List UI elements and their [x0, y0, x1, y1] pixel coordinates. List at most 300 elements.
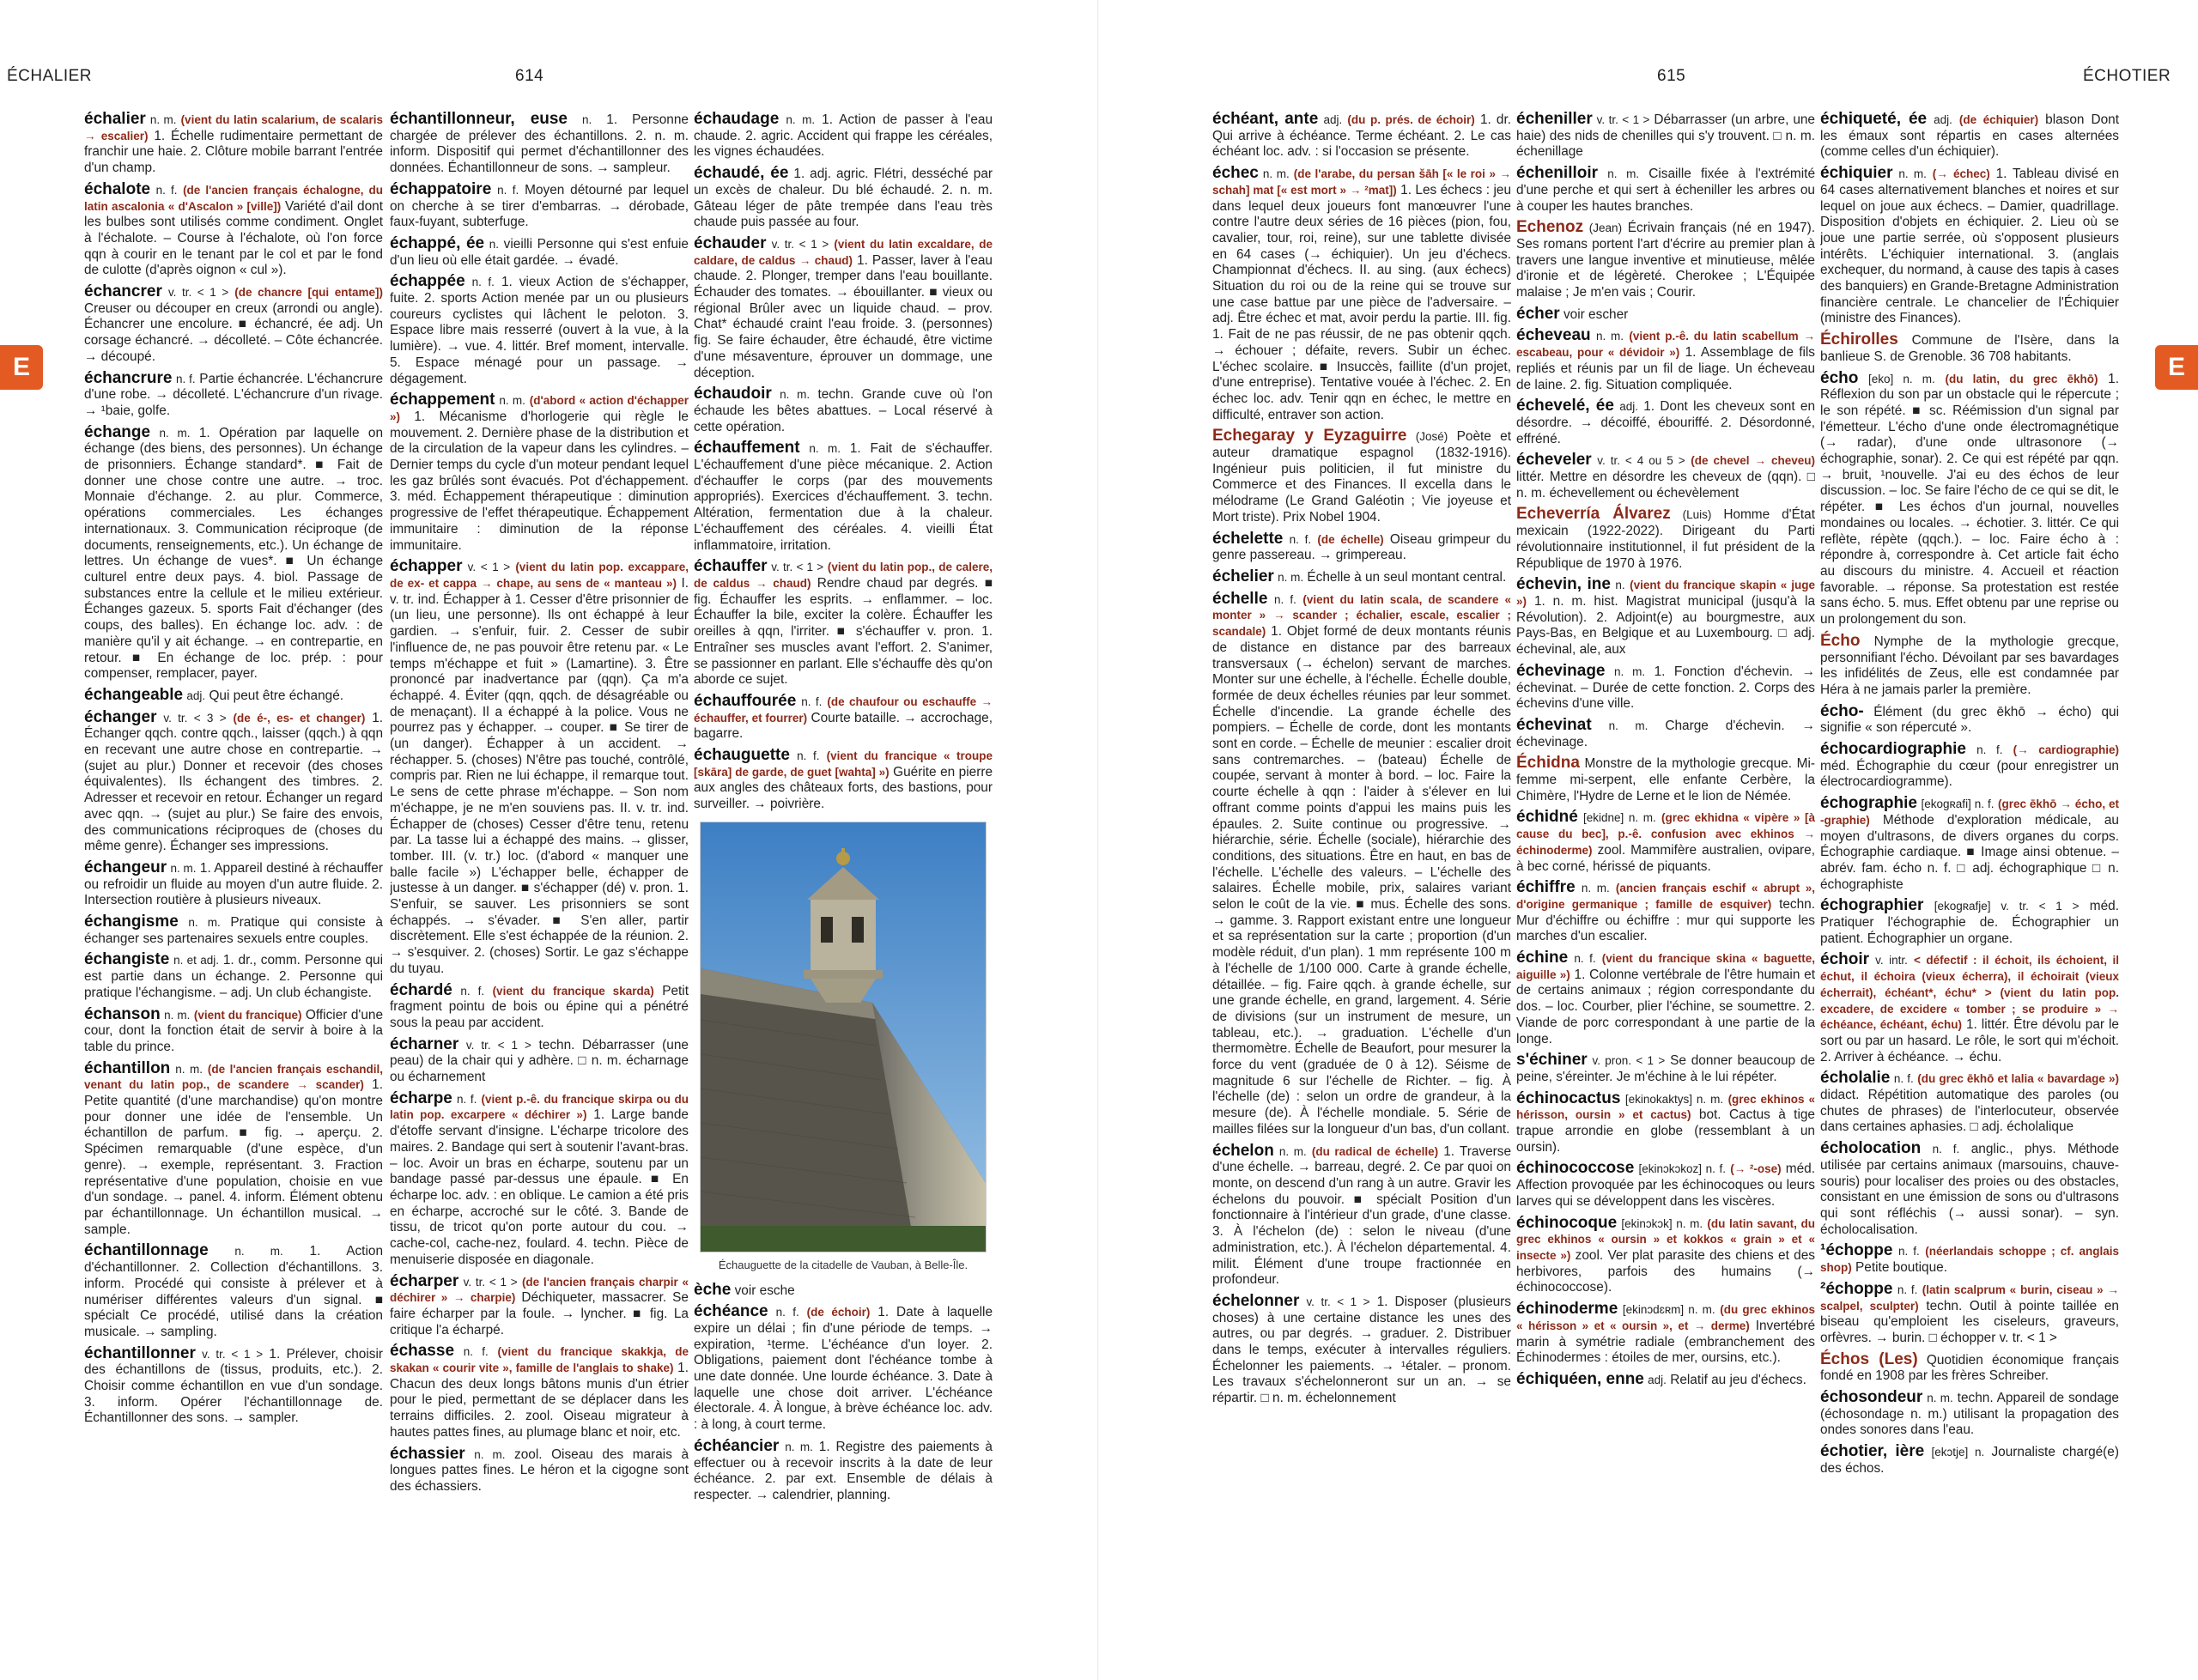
- headword: écholocation: [1820, 1139, 1922, 1158]
- proper-noun-headword: Echeverría Álvarez: [1516, 505, 1671, 524]
- grammar-label: n. f.: [801, 694, 823, 708]
- etymology: (grec ēkhō → écho, et -graphie): [1820, 798, 2119, 827]
- dictionary-entry: [1516, 166, 1815, 215]
- headword: écho: [1820, 368, 1859, 387]
- grammar-label: n. f.: [463, 1345, 489, 1359]
- headword: échelle: [1212, 589, 1268, 608]
- headword: échiqueté, ée: [1820, 112, 1928, 128]
- dictionary-entry: [390, 1446, 689, 1495]
- right-thumb-index[interactable]: E: [2155, 345, 2198, 390]
- grammar-label: n. m.: [786, 113, 816, 126]
- proper-noun-headword: Échirolles: [1820, 331, 1898, 349]
- grammar-label: n. f.: [1893, 1072, 1914, 1086]
- dictionary-entry: [84, 422, 383, 682]
- headword: échauffement: [694, 439, 800, 458]
- headword: échauffer: [694, 557, 768, 576]
- etymology: (de chancre [qui entame]): [234, 286, 383, 300]
- headword: échappement: [390, 391, 495, 409]
- proper-noun-headword: Echegaray y Eyzaguirre: [1212, 427, 1407, 446]
- headword: échéance: [694, 1302, 768, 1321]
- headword: échauguette: [694, 746, 790, 765]
- definition-text: Méthode d'exploration médicale, au moyen d'ultrasons, de divers organes du corps. Échographie cardiaque. ■ Image ainsi obtenue. – abrév. fam. écho n. f. □ adj. échographique □ n. échographiste: [1820, 812, 2119, 892]
- definition-text: 1. Personne chargée de prélever des échantillons. 2. n. m. inform. Dispositif qui permet d'échantillonner des données. Échantillonneur de sons. → sampleur.: [390, 112, 689, 176]
- grammar-label: n. m.: [1278, 1144, 1307, 1158]
- grammar-label: n. f.: [155, 183, 178, 197]
- left-page-number: 614: [515, 67, 544, 85]
- headword: échevinat: [1516, 715, 1592, 734]
- headword: écheveler: [1516, 451, 1592, 470]
- dictionary-entry: [1516, 452, 1815, 501]
- dictionary-entry: [694, 236, 993, 381]
- headword: échasse: [390, 1342, 455, 1361]
- grammar-label: n. f.: [1274, 592, 1296, 606]
- definition-text: 1. Date à laquelle expire un délai ; fin d'une période de temps. → expiration, ¹terme. L'échéance d'un loyer. 2. Obligations, paiement dont l'échéance tombe à une date donnée. Une lourde échéance. 3. Date à laquelle une chose doit arriver. L'échéance électorale. 4. À longue, à brève échéance loc. adv. : à long, à court terme.: [694, 1305, 993, 1433]
- dictionary-entry: [1516, 661, 1815, 713]
- grammar-label: adj.: [1323, 113, 1343, 126]
- etymology: (→ échec): [1932, 167, 1990, 181]
- dictionary-entry: [694, 1304, 993, 1434]
- watchtower-illustration: [701, 822, 986, 1252]
- dictionary-entry: [1212, 1143, 1511, 1289]
- definition-text: vieilli Personne qui s'est enfuie d'un lieu où elle était gardée. → évadé.: [390, 236, 689, 268]
- definition-text: 1. Colonne vertébrale de l'être humain et de certains animaux ; région correspondante du dos. – loc. Courber, plier l'échine, se soumettre. 2. Viande de porc correspondant à une partie de la longe.: [1516, 967, 1815, 1046]
- proper-noun-headword: Échidna: [1516, 754, 1580, 773]
- dictionary-entry: [1516, 1369, 1815, 1389]
- grammar-label: n. m.: [1608, 719, 1648, 732]
- dictionary-entry: [1212, 569, 1511, 586]
- headword: s'échiner: [1516, 1051, 1588, 1070]
- dictionary-entry: [1516, 1161, 1815, 1210]
- definition-text: 1. Action d'échantillonner. 2. Collection d'échantillons. 3. inform. Procédé qui consiste à prélever et à numériser différentes valeurs d'un signal. ■ spécialt Ce procédé, utilisé dans la création musicale. → sampling.: [84, 1244, 383, 1339]
- headword: échancrer: [84, 282, 162, 301]
- dictionary-entry: [1820, 1243, 2119, 1276]
- definition-text: zool. Oiseau des marais à longues pattes fines. Le héron et la cigogne sont des échassiers.: [390, 1446, 689, 1494]
- etymology: (d'abord « action d'échapper »): [390, 394, 689, 423]
- definition-text: 1. dr., comm. Personne qui est partie dans un échange. 2. Personne qui pratique l'échangisme. – adj. Un club échangiste.: [84, 953, 383, 1000]
- definition-text: Débarrasser (un arbre, une haie) des nids de chenilles qui s'y trouvent. □ n. m. échenillage: [1516, 112, 1815, 160]
- proper-noun-headword: Echenoz: [1516, 218, 1584, 237]
- grammar-label: n. f.: [1932, 1143, 1960, 1156]
- grammar-label: v. tr. < 1 >: [1596, 113, 1650, 126]
- definition-text: Moyen détourné par lequel on cherche à se tirer d'embarras. → dérobade, faux-fuyant, subterfuge.: [390, 182, 689, 230]
- dictionary-entry: [1820, 368, 2119, 628]
- dictionary-entry: [390, 1091, 689, 1269]
- dictionary-entry: [1516, 1091, 1815, 1156]
- definition-text: Déchiqueter, massacrer. Se faire écharper par la foule. → lyncher. ■ fig. La critique l'a écharpé.: [390, 1290, 689, 1337]
- headword: échangeable: [84, 685, 184, 704]
- definition-text: 1. Appareil destiné à réchauffer ou refroidir un fluide au moyen d'un autre fluide. 2. Intersection routière à plusieurs niveaux.: [84, 860, 383, 908]
- dictionary-entry: [1516, 398, 1815, 447]
- definition-text: 1. Passer, laver à l'eau chaude. 2. Plonger, tremper dans l'eau bouillante. Échauder des tomates. → ébouillanter. ■ vieux ou régional Brûler avec un liquide chaud. – prov. Chat* échaudé craint l'eau froide. 3. (personnes) fig. Se faire échauder, être échaudé, être victime d'une mésaventure, éprouver un dommage, une déception.: [694, 252, 993, 380]
- dictionary-entry: [694, 440, 993, 554]
- definition-text: Poète et auteur dramatique espagnol (1832-1916). Ingénieur puis politicien, il fut ministre du Commerce et des Finances. Il excella dans le mélodrame (Le Grand Galéotin ; Vie joyeuse et Mort triste). Prix Nobel 1904.: [1212, 429, 1511, 525]
- dictionary-entry: [84, 1343, 383, 1428]
- definition-text: anglic., phys. Méthode utilisée par certains animaux (marsouins, chauve-souris) pour localiser des proies ou des obstacles, consistant en une émission de sons ou d'ultrasons qui sont réfléchis (→ aussi sonar). – syn. écholocalisation.: [1820, 1142, 2119, 1237]
- etymology: (de l'ancien français charpir « déchirer » → charpie): [390, 1275, 689, 1305]
- grammar-label: n. f.: [175, 372, 196, 385]
- etymology: (de l'ancien français eschandil, venant du latin pop., de scandere → scander): [84, 1062, 383, 1092]
- headword: échelonner: [1212, 1291, 1300, 1310]
- dictionary-entry: [1212, 112, 1511, 161]
- dictionary-entry: [1516, 755, 1815, 804]
- grammar-label: v. tr. < 1 >: [771, 561, 824, 574]
- definition-text: Rendre chaud par degrés. ■ fig. Échauffer les esprits. → enflammer. – loc. Échauffer la bile, exciter la colère. Échauffer les oreilles à qqn, l'irriter. ■ s'échauffer v. pron. 1. Entraîner ses muscles avant l'effort. 2. S'animer, se passionner en parlant. Elle s'échauffe dès qu'on aborde ce sujet.: [694, 575, 993, 688]
- dictionary-entry: [84, 1243, 383, 1340]
- grammar-label: n. m.: [175, 1062, 203, 1076]
- grammar-label: [ekidne] n. m.: [1582, 811, 1656, 825]
- dictionary-entry: [84, 368, 383, 420]
- definition-text: techn. Appareil de sondage (échosondage n. m.) utilisant la propagation des ondes sonores dans l'eau.: [1820, 1391, 2119, 1438]
- headword: échassier: [390, 1444, 465, 1463]
- dictionary-entry: [390, 1271, 689, 1339]
- grammar-label: n. m.: [809, 442, 841, 456]
- grammar-label: adj.: [1619, 400, 1638, 414]
- definition-text: Élément (du grec ēkhō → écho) qui signifie « son répercuté ».: [1820, 704, 2119, 736]
- definition-text: 1. Objet formé de deux montants réunis de distance en distance par des barreaux transversaux (→ échelon) servant de marches. Monter sur une échelle, à l'échelle. Échelle double, formée de deux échelles réunies par leur sommet. Échelle d'incendie. La grande échelle des pompiers. – Échelle de corde, dont les montants sont en corde. – Échelle de meunier : escalier droit sans contremarches. – (bateau) Échelle de coupée, servant à monter à bord. – loc. Faire la courte échelle à qqn : l'aider à s'élever en lui offrant comme points d'appui les mains puis les épaules. 2. Suite continue ou progressive. → hiérarchie, série. Échelle (sociale), hiérarchie des conditions, des situations. Être en haut, en bas de l'échelle. L'échelle des valeurs. – L'échelle des salaires. Échelle mobile, prix, salaires variant selon le coût de la vie. ■ mus. Échelle des sons. → gamme. 3. Rapport existant entre une longueur et sa représentation sur la carte ; proportion (d'un modèle réduit, d'un plan). 1 mm représente 100 m à l'échelle de 1/100 000. Carte à grande échelle, détaillée. – fig. Faire qqch. à grande échelle, sur une grande échelle, en grand, largement. 4. Série de divisions (sur un instrument de mesure, un tableau, etc.). → graduation. L'échelle d'un thermomètre. Échelle de Beaufort, pour mesurer la force du vent (graduée de 0 à 12). Séisme de magnitude 6 sur l'échelle de Richter. – fig. À l'échelle (de) : selon un ordre de grandeur, à la mesure (de). À l'échelle mondiale. 5. Série de mailles filées sur la longueur d'un bas, d'un collant.: [1212, 624, 1511, 1137]
- grammar-label: n.: [489, 237, 500, 251]
- etymology: (du grec ēkhō et lalia « bavardage »): [1917, 1072, 2119, 1086]
- grammar-label: v. intr.: [1875, 954, 1908, 967]
- dictionary-entry: [1516, 1052, 1815, 1085]
- dictionary-entry: [84, 1004, 383, 1056]
- headword: écheveau: [1516, 326, 1591, 345]
- etymology: (vient du latin scalarium, de scalaris → escalier): [84, 113, 383, 143]
- dictionary-entry: [1820, 112, 2119, 161]
- grammar-label: n. m.: [1607, 167, 1640, 181]
- etymology: (vient du latin pop., de calere, de caldus → chaud): [694, 561, 993, 590]
- dictionary-entry: [84, 914, 383, 947]
- right-page: [1099, 0, 2198, 1680]
- definition-text: techn. Outil à pointe taillée en biseau qu'emploient les ciseleurs, graveurs, orfèvres. → burin. □ échopper v. tr. < 1 >: [1820, 1298, 2119, 1345]
- definition-text: Cisaille fixée à l'extrémité d'une perche et qui sert à écheniller les arbres ou à couper les hautes branches.: [1516, 167, 1815, 214]
- etymology: (du latin, du grec ēkhō): [1945, 372, 2098, 385]
- definition-text: littér. Mettre en désordre les cheveux de (qqn). □ n. m. échevellement ou échevèlement: [1516, 470, 1815, 500]
- dictionary-entry: [1820, 1141, 2119, 1238]
- definition-text: 1. Tableau divisé en 64 cases alternativement blanches et noires et sur lequel on joue aux échecs. – Damier, quadrillage. Disposition d'objets en échiquier. 2. Lieu où se joue une partie serrée, où s'opposent plusieurs intérêts. L'échiquier international. 3. (anglais exchequer, du normand, à cause des tapis à cases des banquiers) en Grande-Bretagne Administration financière centrale. Le chancelier de l'Échiquier (ministre des Finances).: [1820, 167, 2119, 326]
- left-column-2: [390, 112, 689, 1588]
- grammar-label: [ekogʀafje] v. tr. < 1 >: [1934, 900, 2080, 913]
- headword: échenilloir: [1516, 164, 1599, 183]
- definition-text: Commune de l'Isère, dans la banlieue S. de Grenoble. 36 708 habitants.: [1820, 333, 2119, 364]
- headword: échauffourée: [694, 691, 797, 710]
- headword: échinoderme: [1516, 1300, 1618, 1319]
- dictionary-entry: [1820, 898, 2119, 947]
- left-thumb-index[interactable]: E: [0, 345, 43, 390]
- right-page-number: 615: [1657, 67, 1686, 85]
- headword: échographie: [1820, 794, 1917, 813]
- dictionary-entry: [1820, 701, 2119, 737]
- etymology: (vient du francique skina « baguette, aiguille »): [1516, 952, 1815, 981]
- definition-text: Écrivain français (né en 1947). Ses romans portent l'art d'écrire au premier plan à travers une langue inventive et minutieuse, mêlée d'ironie et de légèreté. Cherokee ; L'Équipée malaise ; Je m'en vais ; Courir.: [1516, 221, 1815, 300]
- headword: échinocactus: [1516, 1089, 1621, 1107]
- definition-text: Qui peut être échangé.: [209, 688, 344, 703]
- definition-text: techn. Mur d'échiffre ou échiffre : mur qui supporte les marches d'un escalier.: [1516, 896, 1815, 944]
- dictionary-entry: [1516, 950, 1815, 1047]
- dictionary-entry: [390, 112, 689, 177]
- dictionary-entry: [1516, 577, 1815, 658]
- grammar-label: n.: [582, 113, 592, 126]
- headword: échiquier: [1820, 164, 1893, 183]
- grammar-label: v. tr. < 1 >: [465, 1038, 531, 1052]
- dictionary-entry: [1820, 1279, 2119, 1347]
- definition-text: 1. Échanger qqch. contre qqch., laisser (qqch.) à qqn en recevant une autre chose en contrepartie. → (sujet au plur.) Donner et recevoir (des choses équivalentes). Ils échangent des timbres. 2. Adresser et recevoir en retour. Échanger un regard avec qqn. → (sujet au plur.) Se faire des envois, des communications réciproques de (choses du même genre). Échanger ses impressions.: [84, 710, 383, 854]
- definition-text: 1. Disposer (plusieurs choses) à une certaine distance les unes des autres, ou par degrés. → graduer. 2. Distribuer dans le temps, exécuter à intervalles réguliers. Échelonner les paiements. → ¹étaler. – pronom. Les travaux s'échelonneront sur un an. → se répartir. □ n. m. échelonnement: [1212, 1294, 1511, 1406]
- grammar-label: n. et adj.: [173, 954, 220, 967]
- grammar-label: [ekogʀafi] n. f.: [1921, 798, 1995, 811]
- definition-text: blason Dont les émaux sont répartis en cases alternées (comme celles d'un échiquier).: [1820, 112, 2119, 160]
- definition-text: 1. Mécanisme d'horlogerie qui règle le mouvement. 2. Dernière phase de la distribution et de la circulation de la vapeur dans les cylindres. – Dernier temps du cycle d'un moteur pendant lequel les gaz brûlés sont évacués. Pot d'échappement. 3. méd. Échappement thérapeutique : diminution progressive de l'effet thérapeutique. Échappement immunitaire : diminution de la réponse immunitaire.: [390, 409, 689, 553]
- grammar-label: v. tr. < 1 >: [167, 286, 229, 300]
- headword: échevin, ine: [1516, 575, 1611, 594]
- grammar-label: n. f.: [460, 984, 485, 998]
- dictionary-entry: [1820, 1349, 2119, 1385]
- headword: échauder: [694, 234, 767, 252]
- definition-text: Courte bataille. → accrochage, bagarre.: [694, 710, 993, 742]
- definition-text: 1. Traverse d'une échelle. → barreau, degré. 2. Ce par quoi on monte, on descend d'un rang à un autre. Gravir les échelons du pouvoir. ■ spécialt Position d'un fonctionnaire à l'intérieur d'un grade, d'une classe. 3. À l'échelon (de) : selon le niveau (d'une administration, etc.). À l'échelon départemental. 4. milit. Élément d'une troupe fractionnée en profondeur.: [1212, 1143, 1511, 1288]
- grammar-label: n. m.: [164, 1008, 191, 1022]
- definition-text: didact. Répétition automatique des paroles (ou chutes de phrases) de l'interlocuteur, observée dans certaines aphasies. □ adj. écholalique: [1820, 1088, 2119, 1135]
- definition-text: Quotidien économique français fondé en 1908 par les frères Schreiber.: [1820, 1352, 2119, 1384]
- headword: échappée: [390, 272, 465, 291]
- grammar-label: n. f.: [1897, 1245, 1920, 1258]
- definition-text: Se donner beaucoup de peine, s'éreinter. Je m'échine à le lui répéter.: [1516, 1053, 1815, 1084]
- dictionary-entry: [390, 980, 689, 1032]
- etymology: (grec ekhidna « vipère » [à cause du bec], p.-ê. confusion avec ekhinos → échinoderme): [1516, 811, 1815, 857]
- dictionary-entry: [1212, 531, 1511, 564]
- definition-text: zool. Ver plat parasite des chiens et des herbivores, parfois des humains (→ échinococcose).: [1516, 1248, 1815, 1295]
- headword: ¹échoppe: [1820, 1241, 1893, 1260]
- definition-text: Partie échancrée. L'échancrure d'une robe. → décolleté. L'échancrure d'un rivage. → ¹baie, golfe.: [84, 371, 383, 418]
- definition-text: Journaliste chargé(e) des échos.: [1820, 1445, 2119, 1476]
- definition-text: Officier d'une cour, dont la fonction était de servir à boire à la table du prince.: [84, 1007, 383, 1054]
- etymology: (de échoir): [806, 1306, 871, 1319]
- proper-noun-headword: Écho: [1820, 631, 1861, 650]
- grammar-label: n. m.: [474, 1447, 506, 1461]
- headword: échelon: [1212, 1141, 1274, 1160]
- photo-caption: Échauguette de la citadelle de Vauban, à Belle-Île.: [718, 1258, 968, 1271]
- dictionary-entry: [694, 386, 993, 435]
- dictionary-entry: [1516, 1301, 1815, 1367]
- etymology: (de chaufour ou eschauffe → échauffer, et fourrer): [694, 694, 993, 725]
- dictionary-entry: [84, 860, 383, 909]
- grammar-label: n. f.: [1574, 952, 1596, 966]
- etymology: (du grec ekhinos « hérisson » et « oursin », et → derme): [1516, 1303, 1815, 1332]
- dictionary-entry: [390, 1034, 689, 1086]
- grammar-label: n. f.: [1289, 532, 1312, 546]
- grammar-label: adj.: [186, 688, 206, 702]
- right-running-head: ÉCHOTIER: [2083, 67, 2171, 85]
- headword: échantillonneur, euse: [390, 112, 568, 128]
- definition-text: 1. Opération par laquelle on échange (des biens, des personnes). Un échange de prisonniers. Échange standard*. ■ Fait de donner une chose contre une autre. → troc. Monnaie d'échange. 2. au plur. Commerce, opérations commerciales. Les échanges internationaux. 3. Communication réciproque (de documents, renseignements, etc.). Un échange de lettres. Un échange de vues*. ■ Un échange culturel entre deux pays. 4. biol. Passage de substances entre la cellule et le milieu extérieur. Échanges gazeux. 5. sports Fait d'échanger (des coups, des balles). En échange loc. adv. : de manière qu'il y ait échange. → en contrepartie, en retour. ■ En échange de loc. prép. : pour compenser, remplacer, payer.: [84, 425, 383, 682]
- grammar-label: (Luis): [1682, 508, 1712, 522]
- definition-text: zool. Mammifère australien, ovipare, à bec corné, hérissé de piquants.: [1516, 842, 1815, 874]
- etymology: (→ ²-ose): [1730, 1162, 1782, 1176]
- definition-text: 1. Large bande d'étoffe servant d'insigne. L'écharpe tricolore des maires. 2. Bandage qui sert à soutenir l'avant-bras. – loc. Avoir un bras en écharpe, soutenu par un bandage passé par-dessus une épaule. ■ En écharpe loc. adv. : en oblique. Le camion a été pris en écharpe, accroché sur le côté. 3. Bande de tissu, de tricot qu'on porte autour du cou. → cache-col, cache-nez, foulard. 4. techn. Pièce de menuiserie disposée en diagonale.: [390, 1107, 689, 1267]
- grammar-label: n. m.: [1898, 167, 1927, 181]
- headword: échappé, ée: [390, 234, 485, 252]
- etymology: (vient du francique skarda): [492, 984, 654, 998]
- dictionary-entry: [694, 166, 993, 231]
- grammar-label: n. f.: [1897, 1283, 1918, 1296]
- headword: écharner: [390, 1034, 459, 1053]
- headword: échéant, ante: [1212, 112, 1319, 128]
- headword: échangiste: [84, 950, 170, 969]
- dictionary-entry: [84, 685, 383, 705]
- etymology: (vient du francique): [193, 1008, 302, 1022]
- grammar-label: n. m.: [499, 394, 525, 408]
- definition-text: 1. littér. Être dévolu par le sort ou par un hasard. Le rôle, le sort qui m'échoit. 2. Arriver à échéance. → échu.: [1820, 1017, 2119, 1064]
- definition-text: 1. Fonction d'échevin. → échevinat. – Durée de cette fonction. 2. Corps des échevins d'une ville.: [1516, 664, 1815, 712]
- grammar-label: n. m.: [149, 113, 177, 126]
- definition-text: 1. Réflexion du son par un obstacle qui le répercute ; le son répété. ■ sc. Réémission d'un signal par l'émetteur. L'écho d'une onde électromagnétique (→ radar), d'une onde ultrasonore (→ échographie, sonar). 2. Ce qui est répété par qqn. → bruit, ¹nouvelle. J'ai eu des échos de leur discussion. – loc. Se faire l'écho de ce qui se dit, le répéter. ■ Les échos d'un journal, nouvelles mondaines ou locales. → échotier. 3. littér. Ce qui reflète, répète (qqch.). – loc. Faire écho à : répondre à, correspondre à. Cet article fait écho au discours du ministre. 4. Accueil et réaction favorable. → réponse. Sa protestation est restée sans écho. 5. mus. Effet obtenu par une reprise ou un prolongement du son.: [1820, 371, 2119, 628]
- definition-text: Invertébré marin à symétrie radiale (embranchement des Échinodermes : étoiles de mer, oursins, etc.).: [1516, 1318, 1815, 1366]
- headword: échographier: [1820, 896, 1924, 915]
- grammar-label: (Jean): [1588, 221, 1623, 235]
- left-column-3: [694, 112, 993, 1588]
- dictionary-entry: [84, 112, 383, 177]
- definition-text: Monstre de la mythologie grecque. Mi-femme mi-serpent, elle enfante Cerbère, la Chimère, l'Hydre de Lerne et le lion de Némée.: [1516, 756, 1815, 804]
- definition-text: Charge d'échevin. → échevinage.: [1516, 718, 1815, 749]
- dictionary-entry: [694, 559, 993, 688]
- dictionary-entry: [1516, 220, 1815, 301]
- definition-text: méd. Échographie du cœur (pour enregistrer un électrocardiogramme).: [1820, 758, 2119, 790]
- definition-text: I. v. tr. ind. Échapper à 1. Cesser d'être prisonnier de (un lieu, une personne). Ils ont échappé à leur gardien. → s'enfuir, fuir. 2. Cesser de subir l'influence de, ne pas pouvoir être retenu par. « Le temps m'échappe et fuit » (Lamartine). 3. Être prononcé par inadvertance par (qqn). Ça m'a échappé. 4. Éviter (qqn, qqch. de désagréable ou de menaçant). Il a échappé à la police. Vous ne pourrez pas y échapper. → couper. ■ Se tirer de (un danger). Échapper à un accident. → réchapper. 5. (choses) N'être pas touché, contrôlé, compris par. Rien ne lui échappe, il remarque tout. Le sens de cette phrase m'échappe. – Son nom m'échappe, je ne m'en souviens pas. II. v. tr. ind. Échapper de (choses) Cesser d'être tenu, retenu par. La tasse lui a échappé des mains. → glisser, tomber. III. (v. tr.) loc. (d'abord « manquer une balle facile ») L'échapper belle, échapper de justesse à un danger. ■ s'échapper (dé) v. pron. 1. S'enfuir, se sauver. Les prisonniers se sont échappés. → s'évader. ■ S'en aller, partir discrètement. Elle s'est échappée de la réunion. 2. → s'esquiver. 2. (choses) Sortir. Le gaz s'échappe du tuyau.: [390, 575, 689, 976]
- etymology: (du radical de échelle): [1311, 1144, 1439, 1158]
- definition-text: 1. Chacun des deux longs bâtons munis d'un étrier pour le pied, permettant de se déplacer dans les terrains difficiles. 2. zool. Oiseau migrateur à hautes pattes fines, au plumage blanc et noir, etc.: [390, 1361, 689, 1440]
- headword: échanger: [84, 707, 157, 726]
- grammar-label: n. f.: [497, 183, 519, 197]
- grammar-label: n. m.: [1278, 570, 1304, 584]
- grammar-label: n. f.: [1976, 743, 2003, 757]
- definition-text: bot. Cactus à tige trapue arrondie en globe (ressemblant à un oursin).: [1516, 1107, 1815, 1155]
- headword: échosondeur: [1820, 1388, 1923, 1407]
- definition-text: techn. Grande cuve où l'on échaude les bêtes abattues. – Local réservé à cette opération.: [694, 387, 993, 434]
- dictionary-entry: [1820, 1390, 2119, 1439]
- definition-text: 1. dr. Qui arrive à échéance. Terme échéant. 2. Le cas échéant loc. adv. : si l'occasion se présente.: [1212, 112, 1511, 160]
- right-column-1: [1212, 112, 1511, 1588]
- grammar-label: n. m.: [780, 388, 811, 402]
- dictionary-entry: [390, 274, 689, 387]
- headword: échinocoque: [1516, 1213, 1618, 1232]
- dictionary-entry: [390, 559, 689, 977]
- dictionary-entry: [1820, 631, 2119, 699]
- headword: échappatoire: [390, 179, 492, 198]
- headword: échantillonnage: [84, 1241, 209, 1260]
- etymology: (néerlandais schoppe ; cf. anglais shop): [1820, 1245, 2119, 1275]
- headword: échaudé, ée: [694, 164, 789, 183]
- definition-text: Relatif au jeu d'échecs.: [1670, 1372, 1806, 1387]
- etymology: (de chevel → cheveu): [1691, 454, 1815, 468]
- definition-text: 1. Petite quantité (d'une marchandise) qu'on montre pour donner une idée de l'ensemble. Un échantillon de parfum. ■ fig. → aperçu. 2. Spécimen remarquable (d'une espèce, d'un genre). → exemple, représentant. 3. Fraction représentative d'une population, choisie en vue d'un sondage. → panel. 4. inform. Élément obtenu par échantillonnage. Un échantillon musical. → sample.: [84, 1077, 383, 1237]
- grammar-label: n. m.: [1581, 882, 1610, 895]
- definition-text: 1. Registre des paiements à effectuer ou à recevoir inscrits à la date de leur échéance. 2. par ext. Ensemble de délais à respecter. → calendrier, planning.: [694, 1439, 993, 1502]
- headword: échantillon: [84, 1058, 171, 1077]
- grammar-label: n.: [1615, 579, 1625, 592]
- definition-text: Oiseau grimpeur du genre passereau. → grimpereau.: [1212, 531, 1511, 563]
- grammar-label: n. m.: [1595, 330, 1624, 343]
- definition-text: voir escher: [1563, 306, 1629, 322]
- dictionary-entry: [1212, 166, 1511, 423]
- grammar-label: (José): [1415, 430, 1448, 444]
- headword: échalier: [84, 112, 146, 128]
- definition-text: 1. Dont les cheveux sont en désordre. → décoiffé, ébouriffé. 2. Désordonné, effréné.: [1516, 399, 1815, 446]
- definition-text: 1. Les échecs : jeu dans lequel deux joueurs font manœuvrer l'une contre l'autre deux séries de 16 pièces (pion, fou, cavalier, tour, roi, reine), sur une tablette divisée en 64 cases (→ échiquier). Un jeu d'échecs. Championnat d'échecs. II. au sing. (aux échecs) Situation du roi ou de la reine qui se trouve sur une case battue par une pièce de l'adversaire. – adj. Être échec et mat, avoir perdu la partie. III. fig. 1. Fait de ne pas réussir, de ne pas obtenir qqch. → échouer ; défaite, revers. Subir un échec. L'échec scolaire. ■ Insuccès, faillite (d'un projet, d'une entreprise). Tentative vouée à l'échec. 2. En échec loc. adv. Tenir qqn en échec, le mettre en difficulté, entraver son action.: [1212, 182, 1511, 422]
- dictionary-entry: [390, 179, 689, 231]
- grammar-label: n. f.: [457, 1092, 477, 1106]
- dictionary-entry: [1212, 591, 1511, 1138]
- headword: écholalie: [1820, 1069, 1891, 1088]
- etymology: (du latin savant, du grec ekhinos « oursin » et kokkos « grain » et « insecte »): [1516, 1216, 1815, 1262]
- definition-text: 1. adj. agric. Flétri, desséché par un excès de chaleur. Du blé échaudé. 2. n. m. Gâteau léger de pâte trempée dans l'eau très chaude puis passée au four.: [694, 167, 993, 230]
- grammar-label: v. < 1 >: [467, 561, 511, 574]
- grammar-label: n. m.: [188, 916, 221, 930]
- etymology: (de é-, es- et changer): [233, 711, 366, 725]
- grammar-label: v. pron. < 1 >: [1592, 1054, 1666, 1068]
- grammar-label: n. m.: [1927, 1392, 1953, 1405]
- definition-text: voir esche: [734, 1283, 795, 1298]
- definition-text: Variété d'ail dont les bulbes sont utilisés comme condiment. Onglet à l'échalote. – Course à l'échalote, où l'on force qqn à courir en le tenant par le col et par le fond de culotte (d'après oignon « cul »).: [84, 198, 383, 278]
- headword: échéancier: [694, 1436, 780, 1455]
- etymology: (grec ekhinos « hérisson, oursin » et cactus): [1516, 1092, 1815, 1122]
- headword: échevinage: [1516, 661, 1606, 680]
- etymology: (du p. prés. de échoir): [1347, 113, 1475, 126]
- etymology: (→ cardiographie): [2013, 743, 2119, 757]
- grammar-label: v. tr. < 1 >: [463, 1275, 518, 1289]
- headword: échapper: [390, 557, 463, 576]
- headword: échevelé, ée: [1516, 397, 1614, 415]
- grammar-label: [ekinɔdɛʀm] n. m.: [1622, 1303, 1715, 1317]
- grammar-label: n. f.: [471, 276, 495, 289]
- watchtower-photo: [700, 822, 987, 1252]
- headword: échine: [1516, 949, 1569, 967]
- right-column-3: [1820, 112, 2119, 1588]
- definition-text: Petite boutique.: [1855, 1260, 1947, 1276]
- dictionary-entry: [1820, 1070, 2119, 1136]
- headword: échec: [1212, 164, 1259, 183]
- grammar-label: [ekinɔkɔk] n. m.: [1621, 1216, 1703, 1230]
- etymology: (ancien français eschif « abrupt », d'origine germanique ; famille de esquiver): [1516, 882, 1815, 911]
- dictionary-entry: [694, 748, 993, 813]
- headword: échiffre: [1516, 878, 1576, 897]
- headword: échoir: [1820, 950, 1870, 969]
- definition-text: 1. Assemblage de fils repliés et réunis par un fil de liage. Un écheveau de laine. 2. fig. Situation compliquée.: [1516, 345, 1815, 392]
- dictionary-entry: [1212, 428, 1511, 525]
- etymology: (vient p.-ê. du francique skirpa ou du latin pop. excarpere « déchirer »): [390, 1092, 689, 1122]
- grammar-label: n. f.: [775, 1306, 799, 1319]
- definition-text: Pratique qui consiste à échanger ses partenaires sexuels entre couples.: [84, 915, 383, 946]
- dictionary-entry: [694, 691, 993, 743]
- dictionary-entry: [84, 284, 383, 366]
- grammar-label: [ekinokaktys] n. m.: [1624, 1092, 1724, 1106]
- etymology: (vient du latin scala, de scandere « monter » → scander ; échalier, escale, escalier ; scandale): [1212, 592, 1511, 639]
- grammar-label: adj.: [1648, 1373, 1667, 1386]
- dictionary-entry: [1516, 328, 1815, 393]
- dictionary-entry: [390, 1343, 689, 1440]
- dictionary-entry: [1516, 880, 1815, 945]
- dictionary-entry: [1516, 506, 1815, 572]
- etymology: (vient du latin excaldare, de caldare, de caldus → chaud): [694, 237, 993, 267]
- left-column-1: [84, 112, 383, 1588]
- dictionary-entry: [1212, 1291, 1511, 1407]
- definition-text: 1. Fait de s'échauffer. L'échauffement d'une pièce mécanique. 2. Action d'échauffer le corps (par des mouvements appropriés). Exercices d'échauffement. 3. techn. Altération, fermentation due à la chaleur. L'échauffement des céréales. 4. vieilli État inflammatoire, irritation.: [694, 441, 993, 553]
- grammar-label: v. tr. < 1 >: [771, 237, 829, 251]
- headword: échangeur: [84, 858, 167, 876]
- headword: èche: [694, 1280, 732, 1299]
- grammar-label: n. m.: [159, 426, 191, 440]
- headword: échinococcose: [1516, 1159, 1635, 1178]
- dictionary-entry: [694, 1280, 993, 1300]
- headword: échiquéen, enne: [1516, 1369, 1644, 1388]
